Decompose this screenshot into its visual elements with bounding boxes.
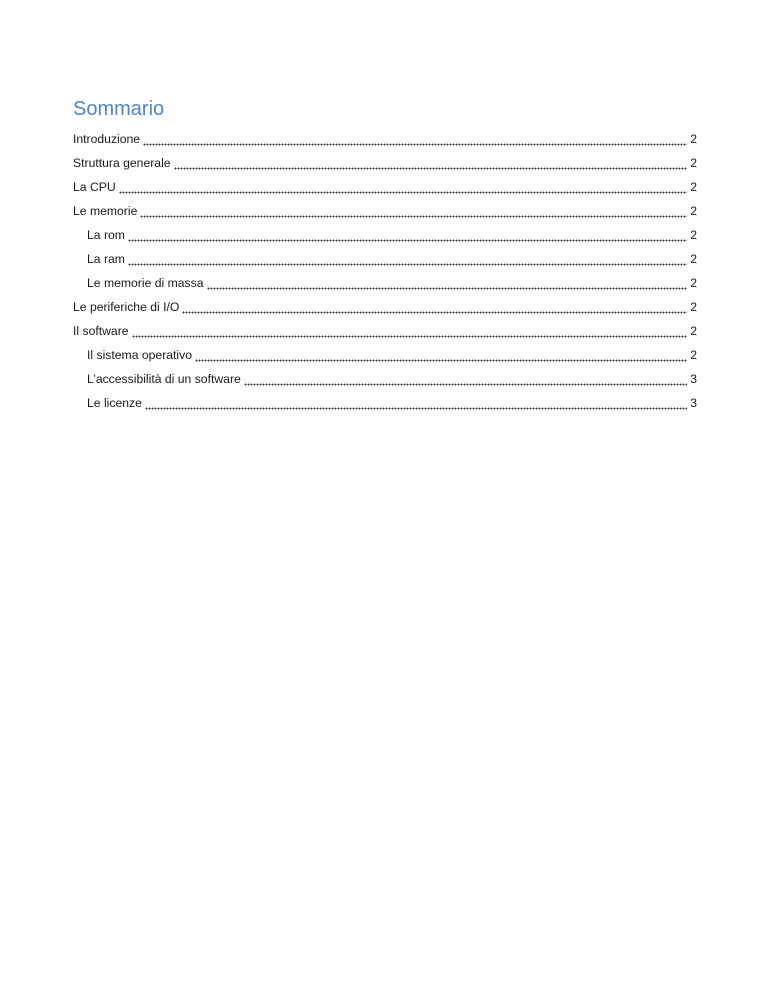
toc-entry-label: La rom — [87, 228, 125, 242]
toc-dot-leader — [143, 131, 687, 147]
toc-entry-page: 2 — [690, 204, 697, 218]
toc-list — [73, 125, 697, 413]
toc-entry-accessibilita-software[interactable] — [73, 365, 697, 389]
toc-entry-le-licenze[interactable] — [73, 389, 697, 413]
toc-dot-leader — [244, 371, 687, 387]
toc-entry-page: 2 — [690, 276, 697, 290]
table-of-contents — [73, 96, 697, 413]
toc-entry-page: 2 — [690, 348, 697, 362]
toc-dot-leader — [119, 179, 687, 195]
toc-entry-label: L’accessibilità di un software — [87, 372, 241, 386]
toc-dot-leader — [145, 395, 687, 411]
toc-dot-leader — [128, 251, 687, 267]
toc-entry-page: 2 — [690, 228, 697, 242]
toc-entry-label: Il software — [73, 324, 129, 338]
toc-entry-page: 2 — [690, 324, 697, 338]
toc-entry-label: Le licenze — [87, 396, 142, 410]
toc-entry-label: Struttura generale — [73, 156, 171, 170]
toc-entry-la-rom[interactable] — [73, 221, 697, 245]
toc-entry-label: Le memorie — [73, 204, 138, 218]
toc-entry-introduzione[interactable] — [73, 125, 697, 149]
toc-dot-leader — [195, 347, 687, 363]
toc-entry-page: 2 — [690, 300, 697, 314]
toc-dot-leader — [182, 299, 687, 315]
toc-entry-le-memorie-di-massa[interactable] — [73, 269, 697, 293]
toc-dot-leader — [207, 275, 687, 291]
toc-entry-page: 2 — [690, 180, 697, 194]
toc-entry-label: Il sistema operativo — [87, 348, 192, 362]
toc-entry-page: 3 — [690, 396, 697, 410]
toc-entry-page: 2 — [690, 132, 697, 146]
toc-title: Sommario — [73, 98, 165, 120]
toc-entry-page: 2 — [690, 252, 697, 266]
toc-entry-page: 3 — [690, 372, 697, 386]
toc-dot-leader — [132, 323, 687, 339]
toc-entry-label: La CPU — [73, 180, 116, 194]
toc-entry-label: Introduzione — [73, 132, 141, 146]
toc-entry-le-periferiche-di-io[interactable] — [73, 293, 697, 317]
toc-dot-leader — [174, 155, 687, 171]
toc-entry-struttura-generale[interactable] — [73, 149, 697, 173]
toc-dot-leader — [140, 203, 687, 219]
toc-entry-label: Le memorie di massa — [87, 276, 204, 290]
toc-entry-la-ram[interactable] — [73, 245, 697, 269]
toc-entry-il-software[interactable] — [73, 317, 697, 341]
toc-entry-label: La ram — [87, 252, 125, 266]
toc-entry-page: 2 — [690, 156, 697, 170]
toc-entry-il-sistema-operativo[interactable] — [73, 341, 697, 365]
toc-dot-leader — [128, 227, 687, 243]
toc-entry-le-memorie[interactable] — [73, 197, 697, 221]
toc-entry-label: Le periferiche di I/O — [73, 300, 180, 314]
toc-entry-la-cpu[interactable] — [73, 173, 697, 197]
